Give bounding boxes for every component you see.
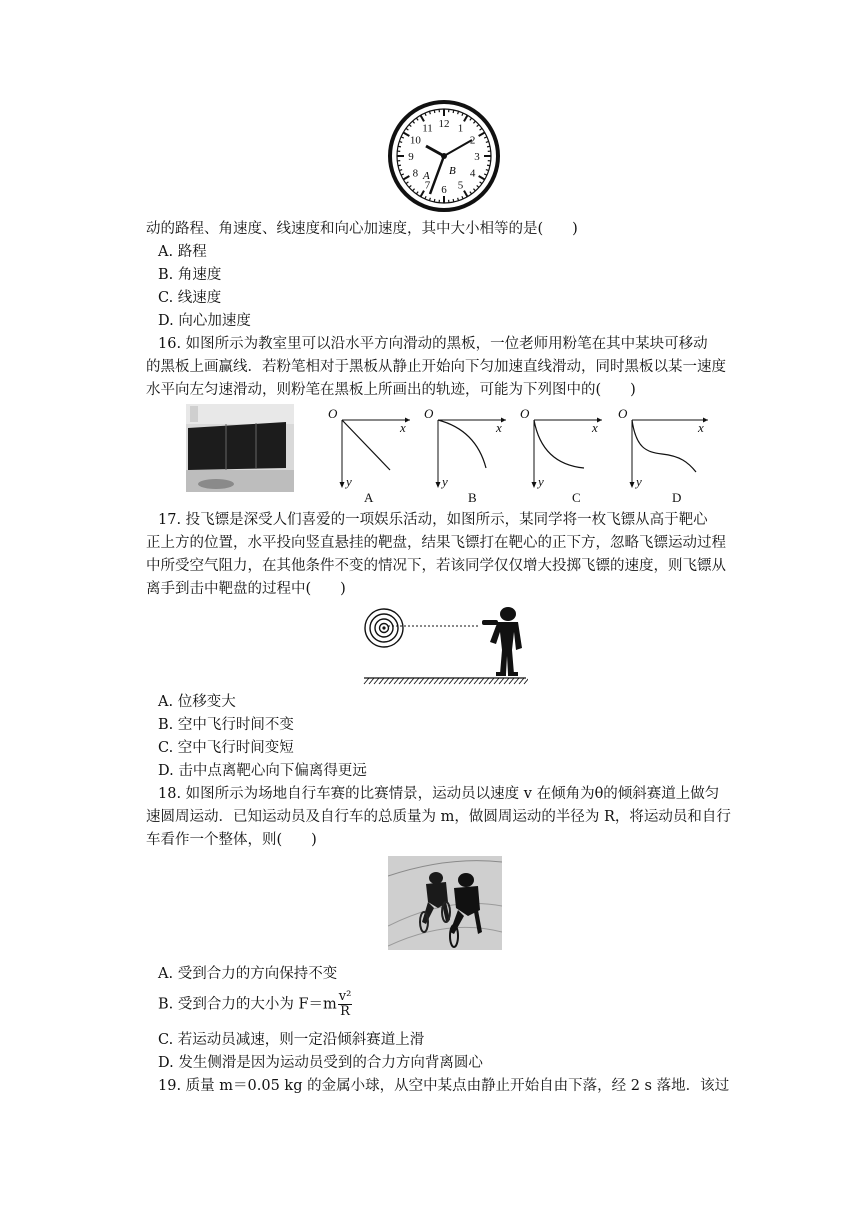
q17-stem-line2: 正上方的位置，水平投向竖直悬挂的靶盘，结果飞镖打在靶心的正下方，忽略飞镖运动过程 [146,535,726,551]
ground-hatch-line [509,678,514,684]
trajectory-a [342,420,390,470]
q18-option-d: D. 发生侧滑是因为运动员受到的合力方向背离圆心 [158,1055,483,1071]
ground-hatch-line [459,678,464,684]
ground-hatch-line [494,678,499,684]
clock-number: 11 [422,122,433,135]
clock-label-a: A [423,170,430,182]
q17-option-d: D. 击中点离靶心向下偏离得更远 [158,763,367,779]
graph-d-x: x [698,420,704,435]
q15-option-a: A. 路程 [158,244,207,260]
ground-hatch-line [374,678,379,684]
q18-option-b-prefix: B. 受到合力的大小为 F＝m [158,996,337,1013]
graph-d-svg [618,406,714,490]
ground-hatch-line [464,678,469,684]
q18-option-b-denominator: R [340,1004,350,1019]
graph-a-origin: O [328,406,338,421]
ground-hatch-line [379,678,384,684]
q15-stem-tail: 动的路程、角速度、线速度和向心加速度，其中大小相等的是( ) [146,221,578,237]
trajectory-graph-b [424,406,510,505]
ground-hatch-line [369,678,374,684]
clock-tick [398,165,401,166]
clock-tick [434,110,435,113]
graph-d-y: y [636,474,642,489]
ground-hatch-line [449,678,454,684]
clock-number: 1 [457,122,464,135]
graph-b-y: y [442,474,448,489]
ground-hatch-line [504,678,509,684]
graph-d-origin: O [618,406,628,421]
q18-option-c: C. 若运动员减速，则一定沿倾斜赛道上滑 [158,1032,425,1048]
ground-hatch-line [384,678,389,684]
ground-hatch-line [514,678,519,684]
graph-a-x: x [400,420,406,435]
graph-d-label: D [672,490,682,505]
trajectory-graph-d [618,406,714,505]
q17-option-c: C. 空中飞行时间变短 [158,740,294,756]
q17-stem-line1: 17. 投飞镖是深受人们喜爱的一项娱乐活动，如图所示，某同学将一枚飞镖从高于靶心 [158,512,708,528]
clock-tick [487,146,490,147]
ground-hatch-line [419,678,424,684]
q18-option-b [158,990,352,1019]
q16-stem-line3: 水平向左匀速滑动，则粉笔在黑板上所画出的轨迹，可能为下列图中的( ) [146,382,636,398]
graph-c-x: x [592,420,598,435]
clock-number: 9 [408,151,414,163]
ground-hatch-line [409,678,414,684]
graph-b-origin: O [424,406,434,421]
clock-number: 6 [441,184,447,196]
graph-c-label: C [572,490,581,505]
ground-hatch-line [444,678,449,684]
graph-b-svg [424,406,510,490]
clock-number: 7 [424,179,431,192]
ground-hatch-line [439,678,444,684]
graph-c-y: y [538,474,544,489]
q17-stem-line4: 离手到击中靶盘的过程中( ) [146,581,346,597]
ground-hatch-line [424,678,429,684]
trajectory-graph-a [328,406,414,505]
clock-tick [453,199,454,202]
clock-number: 2 [469,134,476,147]
dart-figure [362,604,528,686]
ground-hatch-line [474,678,479,684]
clock-tick [398,146,401,147]
clock-number: 3 [474,151,480,163]
clock-figure [388,100,500,212]
ground-hatch-line [519,678,524,684]
clock-number: 8 [412,167,419,180]
ground-hatch-line [394,678,399,684]
q18-stem-line2: 速圆周运动．已知运动员及自行车的总质量为 m，做圆周运动的半径为 R，将运动员和自行 [146,809,731,825]
graph-c-origin: O [520,406,530,421]
target-board [365,609,403,647]
q18-option-b-numerator: v² [338,989,352,1004]
graph-b-label: B [468,490,477,505]
q17-option-b: B. 空中飞行时间不变 [158,717,294,733]
blackboard-photo [186,404,294,492]
clock-number: 10 [409,134,421,147]
graph-b-x: x [496,420,502,435]
q18-stem-line1: 18. 如图所示为场地自行车赛的比赛情景，运动员以速度 v 在倾角为θ的倾斜赛道上做匀 [158,786,720,802]
ground-hatch-line [489,678,494,684]
clock-tick [487,165,490,166]
ground-hatch-line [454,678,459,684]
ground-hatch-line [414,678,419,684]
ground-hatch-line [364,678,369,684]
clock-number: 12 [438,118,450,130]
q19-stem-line1: 19. 质量 m＝0.05 kg 的金属小球，从空中某点由静止开始自由下落，经 2 s 落地．该过 [158,1078,730,1094]
trajectory-graph-c [520,406,606,505]
ground-hatch-line [479,678,484,684]
trajectory-d [632,420,696,472]
q17-stem-line3: 中所受空气阻力，在其他条件不变的情况下，若该同学仅仅增大投掷飞镖的速度，则飞镖从 [146,558,726,574]
q17-option-a: A. 位移变大 [158,694,236,710]
clock-tick [434,199,435,202]
q18-option-b-fraction [338,990,353,1019]
graph-a-y: y [346,474,352,489]
q16-stem-line1: 16. 如图所示为教室里可以沿水平方向滑动的黑板，一位老师用粉笔在其中某块可移动 [158,336,708,352]
ground-hatch-line [429,678,434,684]
q15-option-c: C. 线速度 [158,290,222,306]
clock-label-b: B [449,165,456,177]
ground-hatch-line [499,678,504,684]
trajectory-b [438,420,486,468]
graph-a-svg [328,406,414,490]
clock-number: 4 [469,167,476,180]
q15-option-d: D. 向心加速度 [158,313,251,329]
ground-hatch-line [404,678,409,684]
clock-tick [453,110,454,113]
q18-option-a: A. 受到合力的方向保持不变 [158,966,338,982]
clock-number: 5 [457,179,464,192]
q16-stem-line2: 的黑板上画赢线．若粉笔相对于黑板从静止开始向下匀加速直线滑动，同时黑板以某一速度 [146,359,726,375]
ground-hatch-line [389,678,394,684]
thrower-figure [482,607,522,676]
ground-hatch-line [434,678,439,684]
q18-stem-line3: 车看作一个整体，则( ) [146,832,317,848]
ground-hatch-line [524,678,528,684]
ground-hatch-line [484,678,489,684]
ground-hatch-line [399,678,404,684]
cyclists-photo [388,856,502,950]
graph-c-svg [520,406,606,490]
graph-a-label: A [364,490,374,505]
ground-hatch-line [469,678,474,684]
q15-option-b: B. 角速度 [158,267,222,283]
trajectory-c [534,420,584,468]
